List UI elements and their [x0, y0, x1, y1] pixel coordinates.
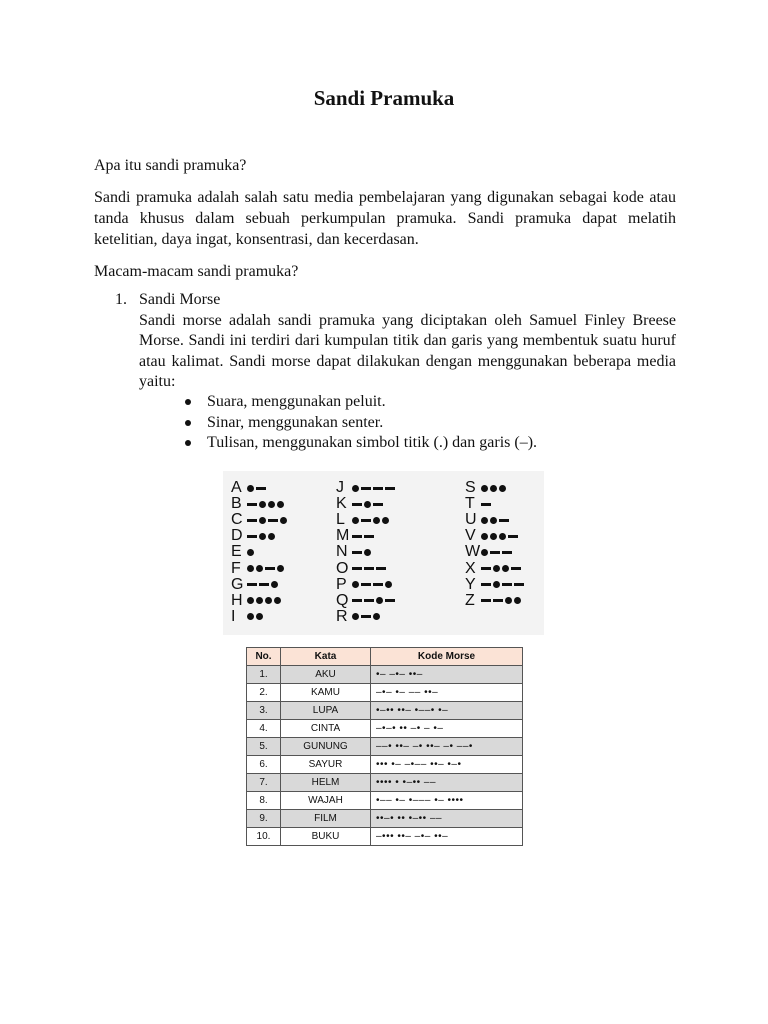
bullet-item: Sinar, menggunakan senter.: [185, 413, 537, 434]
morse-code-symbols: [352, 581, 394, 588]
morse-code-symbols: [352, 597, 397, 604]
cell-no: 10.: [247, 828, 281, 846]
cell-word: BUKU: [281, 828, 371, 846]
morse-code-symbols: [352, 501, 385, 508]
morse-dash: [352, 567, 362, 570]
morse-column: [336, 480, 397, 625]
morse-dot: [481, 517, 488, 524]
morse-dot: [514, 597, 521, 604]
morse-dot: [256, 597, 263, 604]
morse-code-symbols: [352, 535, 376, 538]
morse-dash: [481, 567, 491, 570]
morse-code-symbols: [481, 503, 493, 506]
morse-letter: L: [336, 511, 345, 529]
morse-dot: [373, 613, 380, 620]
morse-code-symbols: [352, 567, 388, 570]
morse-dot: [490, 485, 497, 492]
morse-letter: D: [231, 527, 243, 545]
table-row: [247, 720, 523, 738]
morse-dot: [271, 581, 278, 588]
morse-dot: [490, 533, 497, 540]
cell-code: ––• ••– –• ••– –• ––•: [371, 738, 523, 756]
morse-code-symbols: [247, 613, 265, 620]
morse-letter: Q: [336, 591, 349, 609]
morse-dash: [364, 567, 374, 570]
morse-entry: [336, 577, 397, 593]
morse-dash: [385, 599, 395, 602]
morse-dot: [352, 613, 359, 620]
morse-entry: [465, 480, 526, 496]
morse-letter: W: [465, 543, 481, 561]
table-row: [247, 702, 523, 720]
morse-code-symbols: [352, 517, 391, 524]
morse-letter: I: [231, 607, 236, 625]
morse-letter: H: [231, 591, 243, 609]
morse-dash: [385, 487, 395, 490]
morse-code-symbols: [247, 517, 289, 524]
cell-word: SAYUR: [281, 756, 371, 774]
morse-code-symbols: [247, 501, 286, 508]
morse-dash: [481, 583, 491, 586]
morse-dash: [256, 487, 266, 490]
morse-code-symbols: [481, 549, 514, 556]
morse-dot: [352, 517, 359, 524]
cell-no: 9.: [247, 810, 281, 828]
morse-letter: X: [465, 559, 476, 577]
morse-dash: [352, 551, 362, 554]
header-code: Kode Morse: [371, 648, 523, 666]
cell-code: •–•• ••– •––• •–: [371, 702, 523, 720]
morse-words-table: [246, 647, 523, 846]
table-row: [247, 756, 523, 774]
morse-code-symbols: [352, 549, 373, 556]
cell-word: HELM: [281, 774, 371, 792]
table-row: [247, 810, 523, 828]
question-what-is: Apa itu sandi pramuka?: [94, 157, 247, 174]
morse-letter: B: [231, 495, 242, 513]
cell-code: •– –•– ••–: [371, 666, 523, 684]
morse-entry: [336, 544, 397, 560]
cell-no: 6.: [247, 756, 281, 774]
morse-code-symbols: [247, 581, 280, 588]
morse-entry: [231, 528, 289, 544]
morse-entry: [231, 512, 289, 528]
morse-dot: [247, 597, 254, 604]
morse-dot: [277, 565, 284, 572]
morse-dash: [514, 583, 524, 586]
morse-dash: [352, 535, 362, 538]
morse-letter: G: [231, 575, 244, 593]
morse-code-symbols: [352, 613, 382, 620]
morse-letter: R: [336, 607, 348, 625]
morse-dash: [373, 503, 383, 506]
morse-code-symbols: [247, 597, 283, 604]
cell-code: •••• • •–•• ––: [371, 774, 523, 792]
morse-dash: [373, 487, 383, 490]
morse-alphabet-chart: [223, 471, 544, 635]
morse-dot: [259, 517, 266, 524]
morse-dot: [493, 565, 500, 572]
list-item-description: Sandi morse adalah sandi pramuka yang diciptakan oleh Samuel Finley Breese Morse. Sandi ini terdiri dari kumpulan titik dan garis yang membentuk suatu huruf atau kalimat. Sandi morse dapat dilakukan dengan menggunakan beberapa media yaitu:: [139, 311, 676, 390]
morse-entry: [336, 560, 397, 576]
table-header-row: [247, 648, 523, 666]
morse-dot: [280, 517, 287, 524]
morse-letter: O: [336, 559, 349, 577]
morse-code-symbols: [247, 485, 268, 492]
morse-code-symbols: [247, 533, 277, 540]
morse-dot: [490, 517, 497, 524]
morse-dash: [499, 519, 509, 522]
cell-no: 1.: [247, 666, 281, 684]
cell-code: –••• ••– –•– ••–: [371, 828, 523, 846]
list-item-title: Sandi Morse: [139, 291, 221, 308]
morse-entry: [231, 544, 289, 560]
morse-dot: [256, 565, 263, 572]
morse-dash: [247, 535, 257, 538]
morse-dash: [361, 519, 371, 522]
table-row: [247, 792, 523, 810]
cell-code: –•– •– –– ••–: [371, 684, 523, 702]
morse-dot: [352, 485, 359, 492]
morse-dot: [277, 501, 284, 508]
morse-entry: [336, 512, 397, 528]
table-row: [247, 738, 523, 756]
morse-code-symbols: [247, 565, 286, 572]
cell-no: 8.: [247, 792, 281, 810]
cell-no: 3.: [247, 702, 281, 720]
morse-dot: [505, 597, 512, 604]
table-row: [247, 666, 523, 684]
morse-letter: K: [336, 495, 347, 513]
morse-letter: A: [231, 479, 242, 497]
morse-dash: [490, 551, 500, 554]
morse-entry: [231, 609, 289, 625]
morse-letter: M: [336, 527, 350, 545]
cell-word: GUNUNG: [281, 738, 371, 756]
morse-dot: [247, 485, 254, 492]
morse-letter: V: [465, 527, 476, 545]
morse-code-symbols: [481, 533, 520, 540]
cell-no: 7.: [247, 774, 281, 792]
morse-entry: [465, 528, 526, 544]
morse-entry: [231, 480, 289, 496]
morse-entry: [465, 560, 526, 576]
morse-dash: [247, 503, 257, 506]
morse-entry: [465, 593, 526, 609]
morse-dash: [364, 535, 374, 538]
morse-dash: [361, 487, 371, 490]
morse-dash: [259, 583, 269, 586]
morse-letter: S: [465, 479, 476, 497]
cell-word: FILM: [281, 810, 371, 828]
morse-dot: [247, 549, 254, 556]
morse-entry: [465, 496, 526, 512]
morse-letter: J: [336, 479, 344, 497]
cell-no: 2.: [247, 684, 281, 702]
morse-dash: [481, 599, 491, 602]
morse-entry: [336, 496, 397, 512]
morse-dash: [376, 567, 386, 570]
morse-dash: [361, 615, 371, 618]
morse-code-symbols: [247, 549, 256, 556]
morse-dash: [247, 519, 257, 522]
morse-entry: [231, 593, 289, 609]
question-types: Macam-macam sandi pramuka?: [94, 263, 299, 280]
morse-dot: [364, 549, 371, 556]
table-row: [247, 828, 523, 846]
morse-dash: [511, 567, 521, 570]
morse-entry: [465, 544, 526, 560]
morse-letter: C: [231, 511, 243, 529]
morse-dot: [259, 501, 266, 508]
cell-code: ••–• •• •–•• ––: [371, 810, 523, 828]
morse-dash: [502, 551, 512, 554]
morse-entry: [231, 577, 289, 593]
morse-code-symbols: [352, 485, 397, 492]
morse-dash: [247, 583, 257, 586]
morse-dash: [265, 567, 275, 570]
bullet-item: Suara, menggunakan peluit.: [185, 392, 537, 413]
cell-code: –•–• •• –• – •–: [371, 720, 523, 738]
morse-entry: [465, 577, 526, 593]
morse-code-symbols: [481, 597, 523, 604]
morse-dot: [499, 533, 506, 540]
morse-dot: [499, 485, 506, 492]
morse-letter: F: [231, 559, 241, 577]
morse-letter: U: [465, 511, 477, 529]
morse-entry: [465, 512, 526, 528]
morse-dash: [502, 583, 512, 586]
table-row: [247, 774, 523, 792]
morse-entry: [336, 528, 397, 544]
morse-dot: [364, 501, 371, 508]
morse-entry: [231, 496, 289, 512]
morse-letter: Y: [465, 575, 476, 593]
cell-word: LUPA: [281, 702, 371, 720]
morse-dot: [376, 597, 383, 604]
morse-dot: [268, 533, 275, 540]
morse-letter: Z: [465, 591, 475, 609]
morse-dot: [247, 613, 254, 620]
cell-no: 4.: [247, 720, 281, 738]
morse-column: [465, 480, 526, 609]
morse-dash: [373, 583, 383, 586]
morse-dot: [385, 581, 392, 588]
morse-dash: [352, 503, 362, 506]
morse-dot: [247, 565, 254, 572]
morse-dash: [481, 503, 491, 506]
morse-dot: [256, 613, 263, 620]
morse-dash: [352, 599, 362, 602]
header-no: No.: [247, 648, 281, 666]
morse-dot: [481, 549, 488, 556]
morse-dash: [361, 583, 371, 586]
morse-code-symbols: [481, 517, 511, 524]
morse-entry: [336, 480, 397, 496]
morse-dash: [493, 599, 503, 602]
bullet-item: Tulisan, menggunakan simbol titik (.) dan garis (–).: [185, 433, 537, 454]
morse-letter: P: [336, 575, 347, 593]
morse-dot: [352, 581, 359, 588]
morse-dot: [481, 533, 488, 540]
morse-entry: [231, 560, 289, 576]
morse-dot: [373, 517, 380, 524]
morse-dot: [274, 597, 281, 604]
intro-paragraph: Sandi pramuka adalah salah satu media pembelajaran yang digunakan sebagai kode atau tanda khusus dalam sebuah perkumpulan pramuka. Sandi pramuka dapat melatih ketelitian, daya ingat, konsentrasi, dan kecerdasan.: [94, 189, 676, 248]
cell-word: WAJAH: [281, 792, 371, 810]
morse-dot: [268, 501, 275, 508]
table-row: [247, 684, 523, 702]
cell-no: 5.: [247, 738, 281, 756]
morse-dash: [364, 599, 374, 602]
cell-code: ••• •– –•–– ••– •–•: [371, 756, 523, 774]
morse-dash: [268, 519, 278, 522]
morse-code-symbols: [481, 565, 523, 572]
morse-code-symbols: [481, 485, 508, 492]
morse-column: [231, 480, 289, 625]
morse-dot: [265, 597, 272, 604]
morse-dot: [493, 581, 500, 588]
cell-word: CINTA: [281, 720, 371, 738]
morse-letter: T: [465, 495, 475, 513]
morse-dot: [481, 485, 488, 492]
morse-dash: [508, 535, 518, 538]
cell-word: AKU: [281, 666, 371, 684]
list-item-number: 1.: [115, 291, 127, 308]
morse-dot: [502, 565, 509, 572]
morse-dot: [259, 533, 266, 540]
morse-code-symbols: [481, 581, 526, 588]
morse-entry: [336, 593, 397, 609]
cell-word: KAMU: [281, 684, 371, 702]
morse-dot: [382, 517, 389, 524]
morse-entry: [336, 609, 397, 625]
cell-code: •–– •– •––– •– ••••: [371, 792, 523, 810]
morse-letter: E: [231, 543, 242, 561]
page-title: Sandi Pramuka: [313, 86, 455, 110]
morse-letter: N: [336, 543, 348, 561]
header-word: Kata: [281, 648, 371, 666]
media-bullets: [185, 392, 537, 454]
